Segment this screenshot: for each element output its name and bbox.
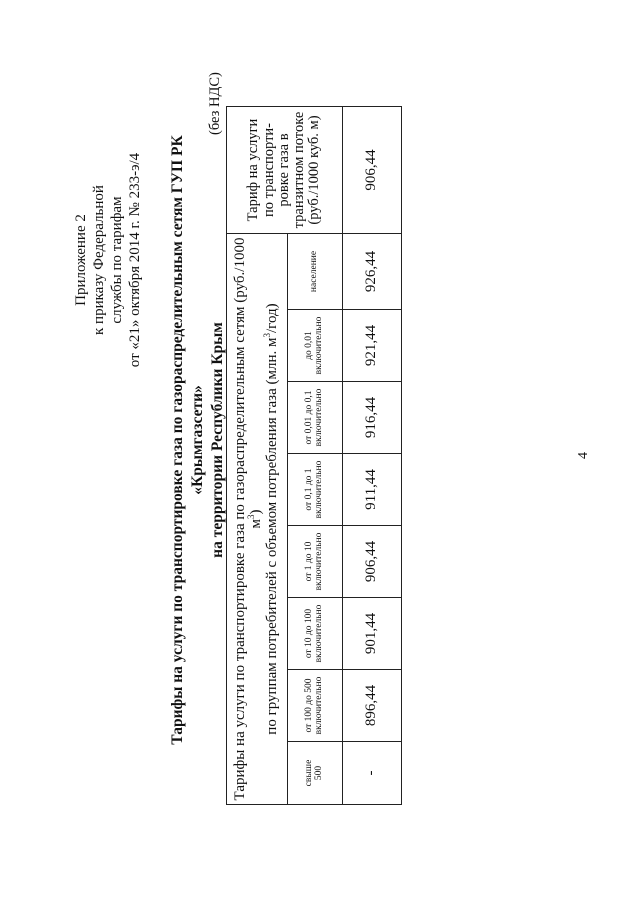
- header-sup-1: 3: [246, 514, 257, 519]
- tariff-value-cell: 921,44: [343, 310, 402, 382]
- tariff-value-cell: 896,44: [343, 670, 402, 742]
- header-text-1-end: ): [248, 509, 265, 515]
- title-line-1: Тарифы на услуги по транспортировке газа по газораспределительным сетям ГУП РК «Крымгазсети»: [169, 135, 206, 745]
- tariff-value-cell: 926,44: [343, 234, 402, 310]
- document-title: [168, 105, 228, 775]
- tariff-value-cell: 911,44: [343, 454, 402, 526]
- group-label: от 100 до 500: [304, 678, 315, 733]
- group-label: от 0,01 до 0,1: [304, 390, 315, 445]
- group-label: 500: [314, 765, 324, 781]
- group-header-cell: [288, 454, 343, 526]
- group-label: включительно: [314, 388, 324, 447]
- group-label: включительно: [314, 676, 324, 735]
- group-header-cell: [288, 670, 343, 742]
- group-header-cell: [288, 526, 343, 598]
- group-header-cell: [288, 234, 343, 310]
- header-sup-2: 3: [261, 332, 272, 338]
- group-header-cell: [288, 742, 343, 805]
- page-number: 4: [576, 452, 591, 459]
- transit-header-line: Тариф на услуги: [245, 118, 262, 222]
- tariff-value-cell: -: [343, 742, 402, 805]
- group-header-cell: [288, 310, 343, 382]
- group-label: свыше: [304, 759, 315, 787]
- group-label: включительно: [314, 532, 324, 591]
- tariff-value-cell: 916,44: [343, 382, 402, 454]
- transit-header-line: транзитном потоке: [291, 111, 308, 229]
- vat-note: (без НДС): [207, 72, 223, 135]
- group-label: население: [309, 250, 320, 293]
- transit-tariff-header: [227, 107, 343, 234]
- appendix-line-1: Приложение 2: [73, 214, 89, 306]
- appendix-line-3: службы по тарифам: [109, 196, 125, 324]
- group-label: включительно: [314, 604, 324, 663]
- table-row: [343, 107, 402, 805]
- group-header-cell: [288, 382, 343, 454]
- appendix-line-2: к приказу Федеральной: [91, 185, 107, 335]
- group-label: включительно: [314, 316, 324, 375]
- tariff-value-cell: 901,44: [343, 598, 402, 670]
- tariff-group-header: [227, 234, 288, 805]
- group-label: до 0,01: [304, 331, 315, 360]
- appendix-block: [72, 145, 144, 375]
- group-header-cell: [288, 598, 343, 670]
- tariff-table: [226, 106, 402, 805]
- group-label: от 10 до 100: [304, 608, 315, 659]
- transit-header-line: по транспорти-: [260, 122, 277, 218]
- transit-tariff-value: 906,44: [343, 107, 402, 234]
- header-text-2-end: /год): [263, 303, 280, 333]
- group-label: включительно: [314, 460, 324, 519]
- transit-header-line: ровке газа в: [275, 133, 292, 207]
- group-label: от 1 до 10: [304, 541, 315, 582]
- title-line-2: на территории Республики Крым: [209, 322, 226, 558]
- appendix-line-4: от «21» октября 2014 г. № 233-э/4: [127, 152, 143, 368]
- header-text-2: по группам потребителей с объемом потребления газа (млн. м: [263, 337, 280, 735]
- group-label: от 0,1 до 1: [304, 468, 315, 511]
- header-text-1: Тарифы на услуги по транспортировке газа по газораспределительным сетям (руб./1000 м: [232, 237, 265, 801]
- tariff-value-cell: 906,44: [343, 526, 402, 598]
- transit-header-line: (руб./1000 куб. м): [306, 115, 323, 225]
